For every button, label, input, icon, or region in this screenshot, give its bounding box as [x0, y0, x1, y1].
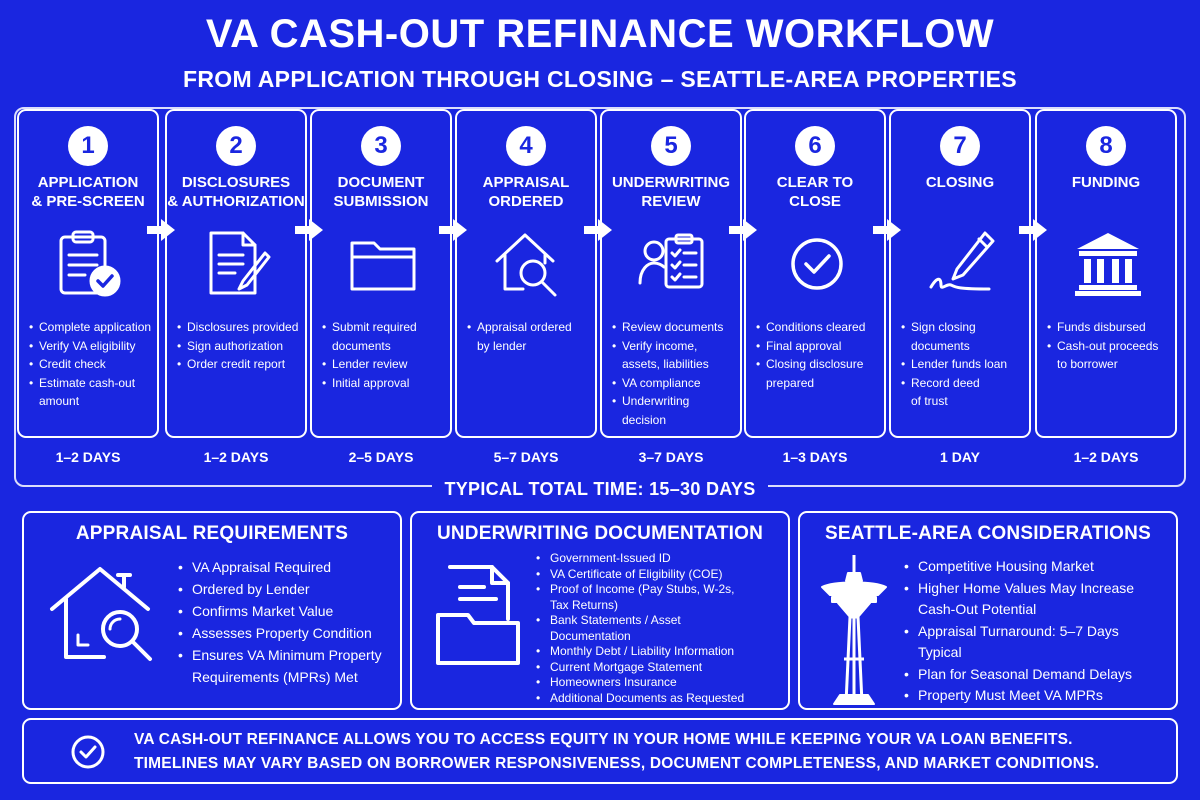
step-card-2: [165, 109, 307, 438]
step-number: 5: [651, 126, 691, 166]
arrow-right-icon: [147, 219, 175, 241]
footer-line-2: TIMELINES MAY VARY BASED ON BORROWER RESPONSIVENESS, DOCUMENT COMPLETENESS, AND MARKET CONDITIONS.: [134, 755, 1100, 772]
panel-list: • VA Appraisal Required • Ordered by Lender • Confirms Market Value • Assesses Property Condition • Ensures VA Minimum Property Requirements (MPRs) Met: [178, 556, 398, 688]
step-number: 8: [1086, 126, 1126, 166]
step-duration-5: 3–7 DAYS: [638, 449, 704, 465]
panel-title: UNDERWRITING DOCUMENTATION: [436, 523, 764, 544]
step-bullets: • Sign closing documents • Lender funds loan • Record deed of trust: [901, 318, 1029, 411]
step-bullets: • Submit required documents • Lender review • Initial approval: [322, 318, 450, 392]
house-magnifier-icon: [493, 229, 563, 299]
pen-signature-icon: [927, 229, 997, 299]
bank-icon: [1073, 229, 1143, 299]
step-title: DISCLOSURES & AUTHORIZATION: [167, 174, 305, 210]
step-number: 1: [68, 126, 108, 166]
step-number: 4: [506, 126, 546, 166]
check-circle-icon: [70, 734, 106, 770]
step-duration-1: 1–2 DAYS: [55, 449, 121, 465]
page-title: VA CASH-OUT REFINANCE WORKFLOW: [205, 12, 995, 56]
step-duration-3: 2–5 DAYS: [348, 449, 414, 465]
step-title: CLEAR TO CLOSE: [776, 174, 854, 210]
footer-note: [22, 718, 1178, 784]
document-folder-icon: [434, 563, 530, 667]
clipboard-check-icon: [55, 229, 125, 299]
step-number: 3: [361, 126, 401, 166]
step-bullets: • Funds disbursed • Cash-out proceeds to borrower: [1047, 318, 1175, 374]
step-duration-4: 5–7 DAYS: [493, 449, 559, 465]
panel-list: • Competitive Housing Market • Higher Home Values May Increase Cash-Out Potential • Appraisal Turnaround: 5–7 Days Typical • Plan for Seasonal Demand Delays • Property Must Meet VA MPRs: [904, 556, 1174, 707]
step-number: 7: [940, 126, 980, 166]
step-title: APPRAISAL ORDERED: [482, 174, 570, 210]
step-bullets: • Review documents • Verify income, assets, liabilities • VA compliance • Underwriting decision: [612, 318, 740, 429]
step-duration-2: 1–2 DAYS: [203, 449, 269, 465]
step-bullets: • Disclosures provided • Sign authorization • Order credit report: [177, 318, 305, 374]
step-title: UNDERWRITING REVIEW: [611, 174, 731, 210]
underwriter-checklist-icon: [638, 229, 708, 299]
step-bullets: • Complete application • Verify VA eligibility • Credit check • Estimate cash-out amount: [29, 318, 157, 411]
arrow-right-icon: [1019, 219, 1047, 241]
check-circle-icon: [782, 229, 852, 299]
step-card-5: [600, 109, 742, 438]
arrow-right-icon: [439, 219, 467, 241]
space-needle-icon: [818, 555, 890, 705]
house-magnifier-icon: [48, 563, 160, 663]
step-title: FUNDING: [1071, 174, 1141, 191]
step-card-8: [1035, 109, 1177, 438]
appraisal-requirements-panel: [22, 511, 402, 710]
step-duration-7: 1 DAY: [940, 449, 980, 465]
step-duration-6: 1–3 DAYS: [782, 449, 848, 465]
step-number: 6: [795, 126, 835, 166]
arrow-right-icon: [729, 219, 757, 241]
step-title: DOCUMENT SUBMISSION: [333, 174, 429, 210]
page-subtitle: FROM APPLICATION THROUGH CLOSING – SEATTLE-AREA PROPERTIES: [183, 66, 1017, 92]
step-card-1: [17, 109, 159, 438]
panel-list: • Government-Issued ID • VA Certificate of Eligibility (COE) • Proof of Income (Pay Stubs, W-2s, Tax Returns) • Bank Statements / Asset Documentation • Monthly Debt / Liability Information • Current Mortgage Statement • Homeowners Insurance • Additional Documents as Requested: [536, 551, 788, 706]
panel-title: SEATTLE-AREA CONSIDERATIONS: [825, 523, 1151, 544]
underwriting-documentation-panel: [410, 511, 790, 710]
step-bullets: • Appraisal ordered by lender: [467, 318, 595, 355]
step-title: APPLICATION & PRE-SCREEN: [31, 174, 145, 210]
step-bullets: • Conditions cleared • Final approval • Closing disclosure prepared: [756, 318, 884, 392]
step-card-3: [310, 109, 452, 438]
step-card-4: [455, 109, 597, 438]
total-time: TYPICAL TOTAL TIME: 15–30 DAYS: [0, 479, 1200, 500]
arrow-right-icon: [584, 219, 612, 241]
step-card-7: [889, 109, 1031, 438]
seattle-considerations-panel: [798, 511, 1178, 710]
step-card-6: [744, 109, 886, 438]
document-pen-icon: [203, 229, 273, 299]
panel-title: APPRAISAL REQUIREMENTS: [75, 523, 349, 544]
step-duration-8: 1–2 DAYS: [1073, 449, 1139, 465]
arrow-right-icon: [295, 219, 323, 241]
step-title: CLOSING: [925, 174, 995, 191]
footer-line-1: VA CASH-OUT REFINANCE ALLOWS YOU TO ACCESS EQUITY IN YOUR HOME WHILE KEEPING YOUR VA LOAN BENEFITS.: [134, 731, 1073, 748]
arrow-right-icon: [873, 219, 901, 241]
folder-icon: [348, 229, 418, 299]
step-number: 2: [216, 126, 256, 166]
